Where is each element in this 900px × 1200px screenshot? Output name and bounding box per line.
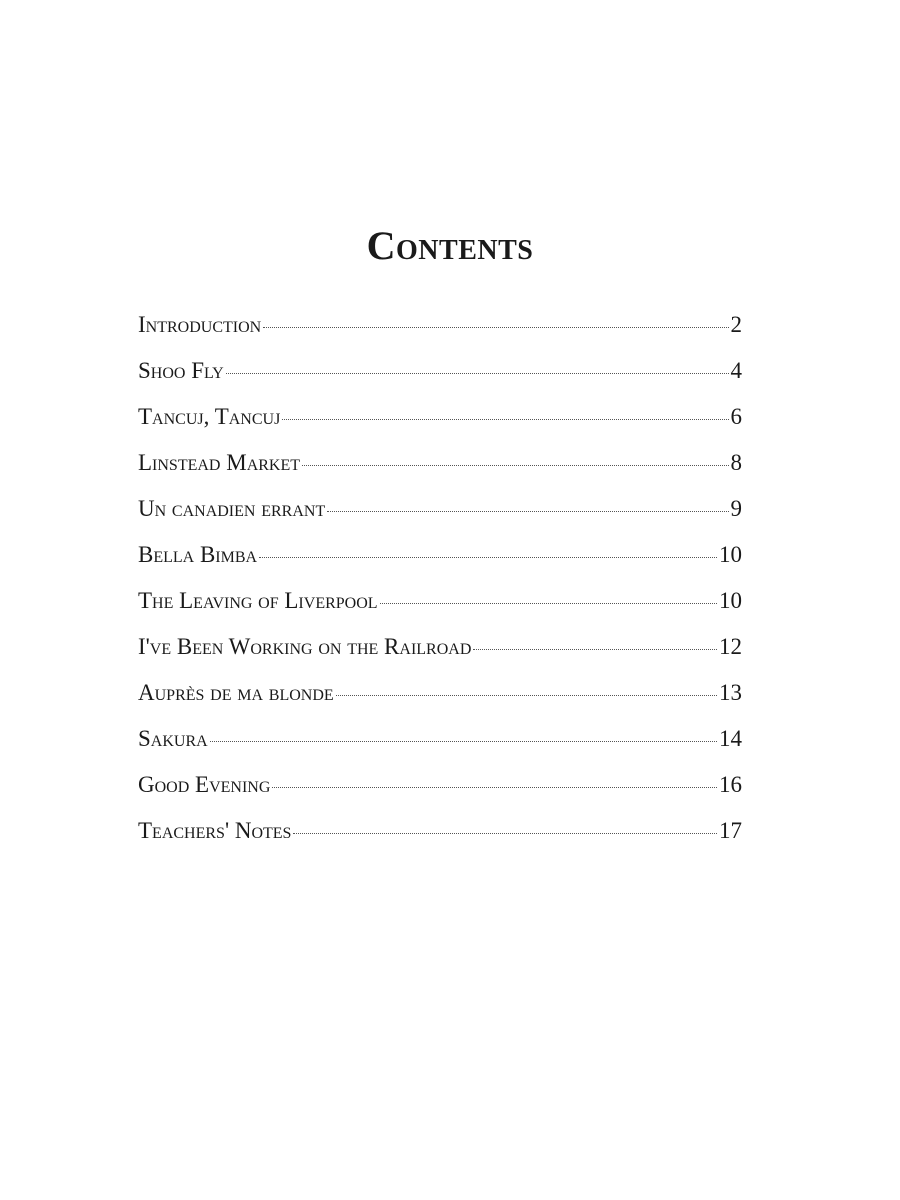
dot-leader	[259, 557, 717, 558]
toc-entry-page: 14	[719, 726, 742, 751]
toc-entry-label: Introduction	[138, 312, 262, 337]
toc-entry-page: 17	[719, 818, 742, 843]
dot-leader	[302, 465, 728, 466]
dot-leader	[226, 373, 729, 374]
toc-entry-page: 10	[719, 542, 742, 567]
toc-entry	[138, 588, 742, 634]
page-title: Contents	[366, 223, 534, 268]
toc-entry	[138, 404, 742, 450]
toc-entry	[138, 542, 742, 588]
toc-entry-label: Un canadien errant	[138, 496, 326, 521]
toc-entry-label: Bella Bimba	[138, 542, 258, 567]
dot-leader	[336, 695, 717, 696]
toc-entry	[138, 772, 742, 818]
toc-entry-label: Shoo Fly	[138, 358, 224, 383]
toc-entry-page: 4	[730, 358, 742, 383]
toc-entry-page: 13	[719, 680, 742, 705]
toc-entry-label: The Leaving of Liverpool	[138, 588, 378, 613]
toc-entry-label: Auprès de ma blonde	[138, 680, 334, 705]
toc-entry-label: Teachers' Notes	[138, 818, 292, 843]
toc-entry-page: 10	[719, 588, 742, 613]
toc-entry-label: Good Evening	[138, 772, 271, 797]
dot-leader	[327, 511, 728, 512]
dot-leader	[380, 603, 717, 604]
toc-entry-label: Tancuj, Tancuj	[138, 404, 281, 429]
toc-entry-page: 2	[730, 312, 742, 337]
toc-entry-page: 9	[730, 496, 742, 521]
toc-entry	[138, 496, 742, 542]
toc-entry-label: Sakura	[138, 726, 208, 751]
dot-leader	[282, 419, 728, 420]
table-of-contents	[138, 312, 742, 864]
toc-entry-label: Linstead Market	[138, 450, 301, 475]
toc-entry-label: I've Been Working on the Railroad	[138, 634, 472, 659]
dot-leader	[293, 833, 717, 834]
toc-entry	[138, 312, 742, 358]
dot-leader	[473, 649, 717, 650]
dot-leader	[210, 741, 717, 742]
toc-entry-page: 6	[730, 404, 742, 429]
toc-entry	[138, 726, 742, 772]
toc-entry-page: 16	[719, 772, 742, 797]
toc-entry	[138, 634, 742, 680]
toc-entry	[138, 358, 742, 404]
toc-entry	[138, 450, 742, 496]
toc-entry-page: 8	[730, 450, 742, 475]
dot-leader	[263, 327, 728, 328]
toc-entry	[138, 680, 742, 726]
dot-leader	[272, 787, 717, 788]
toc-entry-page: 12	[719, 634, 742, 659]
toc-entry	[138, 818, 742, 864]
